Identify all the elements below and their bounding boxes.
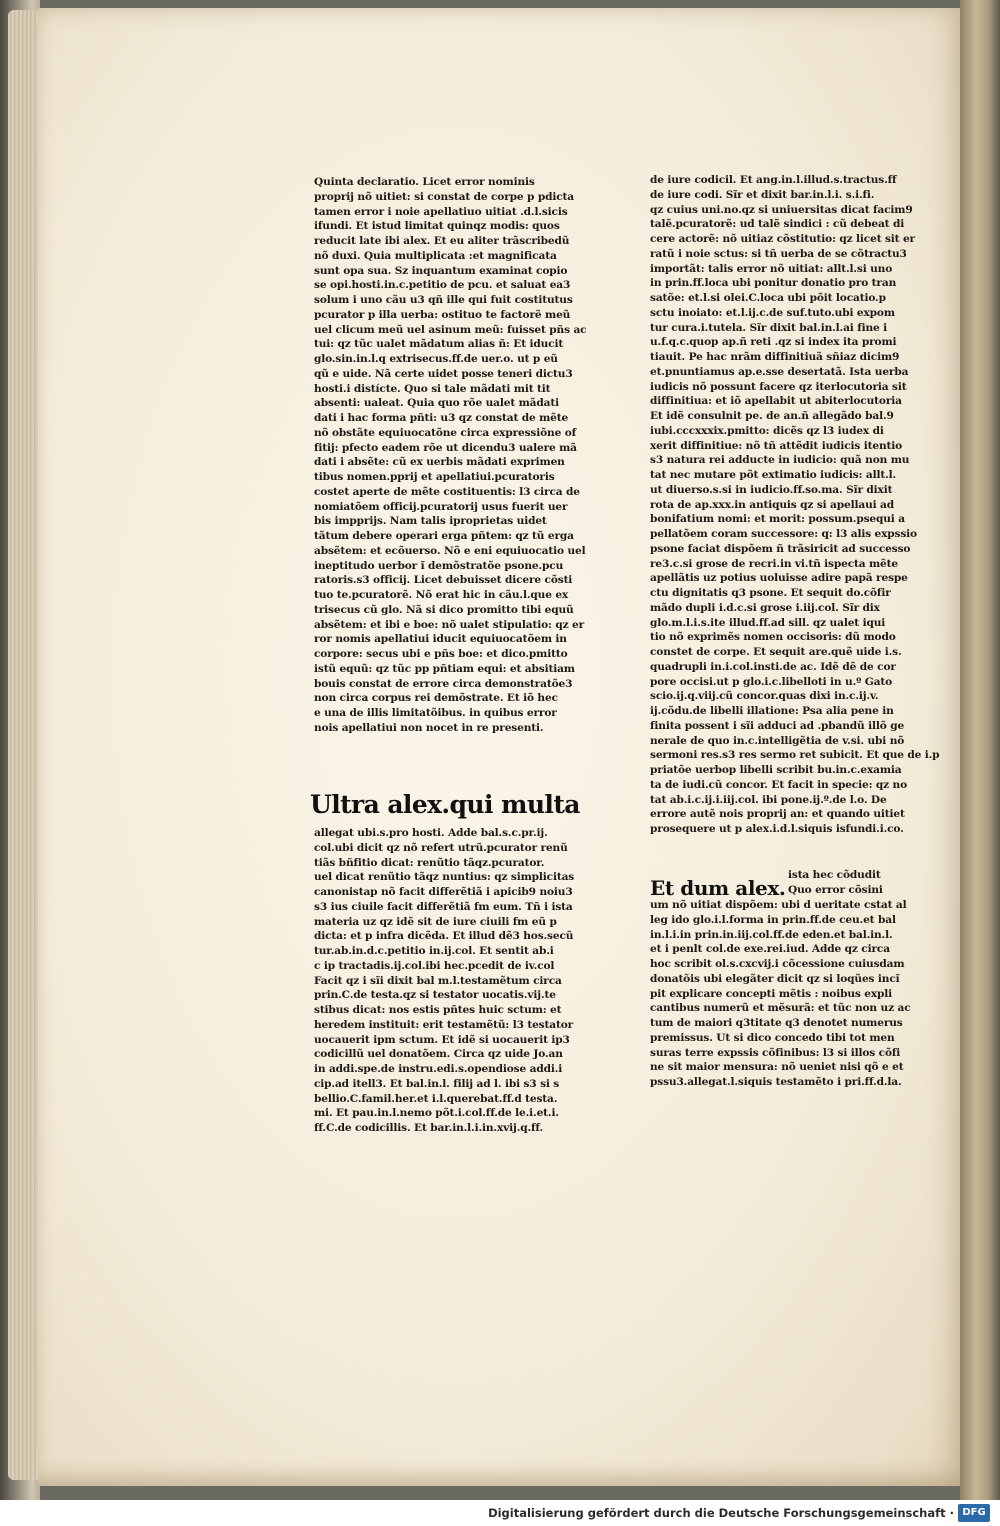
text-line: uel clicum meũ uel asinum meũ: fuisset pñs ac bbox=[314, 323, 587, 336]
text-line: re3.c.si grose de recri.in vi.tñ ispecta mẽte bbox=[650, 557, 898, 570]
text-line: s3 ius ciuile facit differẽtiã fm eum. Tñ i ista bbox=[314, 900, 573, 913]
left-column-heading: Ultra alex.qui multa bbox=[310, 790, 580, 819]
text-line: uel dicat renũtio tãqz nuntius: qz simplicitas bbox=[314, 871, 575, 884]
right-column-text bbox=[650, 173, 940, 837]
dfg-logo: DFG bbox=[958, 1504, 990, 1522]
text-line: mi. Et pau.in.l.nemo põt.i.col.ff.de le.i.et.i. bbox=[314, 1107, 559, 1120]
text-line: tum de maiori q3titate q3 denotet numerus bbox=[650, 1017, 903, 1029]
text-line: proprij nõ uitiet: si constat de corpe p pdicta bbox=[314, 190, 574, 203]
text-line: canonistap nõ facit differẽtiã i apicib9 noiu3 bbox=[314, 886, 573, 898]
text-line: cere actorẽ: nõ uitiaz cõstitutio: qz licet sit er bbox=[650, 233, 915, 245]
text-line: glo.sin.in.l.q extrisecus.ff.de uer.o. ut p eũ bbox=[314, 353, 558, 365]
text-line: pit explicare concepti mẽtis : noibus expli bbox=[650, 987, 893, 1000]
text-line: hoc scribit ol.s.cxcvij.i cõcessione cuiusdam bbox=[650, 958, 905, 970]
text-line: ifundi. Et istud limitat quinqz modis: quos bbox=[314, 220, 560, 233]
text-line: nõ obstãte equiuocatõne circa expressiõne of bbox=[314, 426, 577, 439]
text-line: prosequere ut p alex.i.d.l.siquis isfundi.i.co. bbox=[650, 823, 904, 835]
text-line: se opi.hosti.in.c.petitio de pcu. et saluat ea3 bbox=[314, 279, 571, 292]
text-line: nois apellatiui non nocet in re presenti. bbox=[314, 721, 544, 734]
text-line: pellatõem coram successore: q: l3 alis expssio bbox=[650, 528, 917, 540]
text-line: iudicis nõ possunt facere qz iterlocutoria sit bbox=[650, 380, 907, 393]
text-line: Facit qz i sĩi dixit bal m.l.testamẽtum circa bbox=[314, 974, 562, 987]
right-column-continuation bbox=[650, 898, 911, 1090]
text-line: in addi.spe.de instru.edi.s.opendiose addi.i bbox=[314, 1063, 563, 1075]
text-line: tibus nomen.pprij et apellatiui.pcuratoris bbox=[314, 471, 555, 483]
text-line: scio.ij.q.viij.cũ concor.quas dixi in.c.ij.v. bbox=[650, 690, 879, 703]
text-line: Et idẽ consulnit pe. de an.ñ allegãdo bal.9 bbox=[650, 410, 894, 422]
text-line: pcurator p illa uerba: ostituo te factorẽ meũ bbox=[314, 308, 571, 321]
text-line: nomiatõem officij.pcuratorij usus fuerit uer bbox=[314, 500, 568, 513]
text-line: rota de ap.xxx.in antiquis qz si apellaui ad bbox=[650, 498, 895, 511]
text-line: nerale de quo in.c.intelligẽtia de v.si. ubi nõ bbox=[650, 734, 905, 747]
text-line: trisecus cũ glo. Nã si dico promitto tibi equũ bbox=[314, 603, 574, 616]
text-line: tur cura.i.tutela. Sĩr dixit bal.in.l.ai fine i bbox=[650, 321, 888, 334]
text-line: tio nõ exprimẽs nomen occisoris: dũ modo bbox=[650, 631, 896, 644]
text-line: tuo te.pcuratorẽ. Nõ erat hic in cãu.l.que ex bbox=[314, 589, 569, 601]
text-line: s3 natura rei adducte in iudicio: quã non mu bbox=[650, 454, 910, 467]
text-line: col.ubi dicit qz nõ refert utrũ.pcurator renũ bbox=[314, 841, 568, 854]
text-line: dicta: et p infra dicẽda. Et illud dẽ3 hos.secũ bbox=[314, 930, 574, 943]
text-line: tãtum debere operari erga pñtem: qz tũ erga bbox=[314, 530, 574, 542]
text-line: priatõe uerbop libelli scribit bu.in.c.examia bbox=[650, 764, 902, 776]
text-line: bouis constat de errore circa demonstratõe3 bbox=[314, 677, 573, 690]
right-column-heading: Et dum alex. bbox=[650, 876, 786, 900]
text-line: stibus dicat: nos estis pñtes huic sctum: et bbox=[314, 1004, 562, 1016]
text-line: absẽtem: et ibi e boe: nõ ualet stipulatio: qz er bbox=[314, 618, 585, 631]
text-line: bis impprijs. Nam talis iproprietas uidet bbox=[314, 515, 547, 528]
text-line: ij.cõdu.de libelli illatione: Psa alia pene in bbox=[650, 705, 894, 717]
text-line: importãt: talis error nõ uitiat: allt.l.si uno bbox=[650, 262, 893, 275]
text-line: Quo error cõsini bbox=[788, 883, 883, 896]
text-line: errore autẽ nois proprij an: et quando uitiet bbox=[650, 808, 905, 821]
text-line: de iure codicil. Et ang.in.l.illud.s.tractus.ff bbox=[650, 174, 897, 186]
text-line: tur.ab.in.d.c.petitio in.ij.col. Et sentit ab.i bbox=[314, 945, 554, 957]
text-line: cantibus numerũ et mẽsurã: et tũc non uz ac bbox=[650, 1002, 911, 1015]
text-line: costet aperte de mẽte costituentis: l3 circa de bbox=[314, 485, 580, 498]
text-line: diffinitiua: et iõ apellabit ut abiterlocutoria bbox=[650, 395, 902, 408]
text-line: satõe: et.l.si olei.C.loca ubi põit locatio.p bbox=[650, 292, 886, 304]
text-line: ctu dignitatis q3 psone. Et sequit do.cõfir bbox=[650, 587, 891, 599]
text-line: dati i absẽte: cũ ex uerbis mãdati exprimen bbox=[314, 456, 565, 469]
text-line: psone faciat dispõem ñ trãsiricit ad successo bbox=[650, 542, 911, 555]
text-line: talẽ.pcuratorẽ: ud talẽ sindici : cũ debeat di bbox=[650, 218, 905, 231]
text-line: tui: qz tũc ualet mãdatum alias ñ: Et iducit bbox=[314, 338, 564, 351]
footer-bar bbox=[0, 1500, 1000, 1526]
text-line: ratũ i noie sctus: si tñ uerba de se cõtractu3 bbox=[650, 247, 907, 260]
text-line: ta de iudi.cũ concor. Et facit in specie: qz no bbox=[650, 778, 907, 791]
text-line: et i penlt col.de exe.rei.iud. Adde qz circa bbox=[650, 943, 890, 956]
text-line: de iure codi. Sĩr et dixit bar.in.l.i. s.i.fi. bbox=[650, 188, 875, 201]
text-line: Quinta declaratio. Licet error nominis bbox=[314, 176, 535, 188]
text-line: qũ e uide. Nã certe uidet posse teneri dictu3 bbox=[314, 367, 573, 380]
text-line: et.pnuntiamus ap.e.sse desertatã. Ista uerba bbox=[650, 365, 909, 378]
text-line: premissus. Ut si dico concedo tibi tot men bbox=[650, 1031, 895, 1044]
funding-credit: Digitalisierung gefördert durch die Deutsche Forschungsgemeinschaft · bbox=[488, 1506, 954, 1520]
text-line: in.l.i.in prin.in.iij.col.ff.de eden.et bal.in.l. bbox=[650, 928, 893, 941]
text-line: apellãtis uz potius uoluisse adire papã respe bbox=[650, 572, 908, 585]
left-column-text bbox=[314, 175, 587, 736]
right-heading-tail bbox=[788, 868, 883, 898]
text-line: suras terre expssis cõfinibus: l3 si illos cõfi bbox=[650, 1046, 901, 1059]
text-line: ne sit maior mensura: nõ ueniet nisi qõ e et bbox=[650, 1061, 904, 1074]
text-line: ista hec cõdudit bbox=[788, 869, 881, 881]
text-line: ror nomis apellatiui iducit equiuocatõem in bbox=[314, 633, 567, 646]
text-line: sunt opa sua. Sz inquantum examinat copio bbox=[314, 264, 568, 277]
text-line: c ip tractadis.ij.col.ibi hec.pcedit de iv.col bbox=[314, 959, 555, 972]
text-line: dati i hac forma pñti: u3 qz constat de mẽte bbox=[314, 412, 569, 424]
text-line: materia uz qz idẽ sit de iure ciuili fm eũ p bbox=[314, 915, 557, 928]
text-line: qz cuius uni.no.qz si uniuersitas dicat facim9 bbox=[650, 203, 913, 216]
text-line: ineptitudo uerbor ĩ demõstratõe psone.pcu bbox=[314, 559, 564, 572]
text-line: corpore: secus ubi e pñs boe: et dico.pmitto bbox=[314, 648, 568, 660]
text-line: tamen error i noie apellatiuo uitiat .d.l.sicis bbox=[314, 205, 568, 218]
text-line: non circa corpus rei demõstrate. Et iõ hec bbox=[314, 692, 558, 705]
left-column-continuation bbox=[314, 826, 574, 1136]
text-line: bellio.C.famil.her.et i.l.querebat.ff.d testa. bbox=[314, 1092, 558, 1105]
text-line: hosti.i distícte. Quo si tale mãdati mit tit bbox=[314, 382, 551, 395]
text-line: nõ duxi. Quia multiplicata :et magnificata bbox=[314, 249, 557, 262]
text-line: absenti: ualeat. Quia quo rõe ualet mãdati bbox=[314, 397, 559, 410]
text-line: pssu3.allegat.l.siquis testamẽto i pri.ff.d.la. bbox=[650, 1076, 902, 1088]
text-line: absẽtem: et ecõuerso. Nõ e eni equiuocatio uel bbox=[314, 544, 586, 557]
text-line: constet de corpe. Et sequit are.quẽ uide i.s. bbox=[650, 646, 902, 658]
text-line: finita possent i sĩi adduci ad .pbandũ illõ ge bbox=[650, 719, 905, 732]
text-line: tiauit. Pe hac nrãm diffinitiuã sñiaz dicim9 bbox=[650, 351, 900, 363]
text-line: istũ equũ: qz tũc pp pñtiam equi: et absitiam bbox=[314, 662, 575, 675]
text-line: ratoris.s3 officij. Licet debuisset dicere cõsti bbox=[314, 574, 573, 587]
text-line: bonifatium nomi: et morit: possum.psequi a bbox=[650, 513, 905, 526]
text-line: sctu inoiato: et.l.ij.c.de suf.tuto.ubi expom bbox=[650, 306, 895, 319]
text-line: tat ab.i.c.ij.i.iij.col. ibi pone.ij.º.de l.o. De bbox=[650, 793, 887, 806]
text-line: cip.ad itell3. Et bal.in.l. filij ad l. ibi s3 si s bbox=[314, 1077, 560, 1090]
text-line: sermoni res.s3 res sermo ret subicit. Et que de i.p bbox=[650, 749, 940, 762]
text-line: allegat ubi.s.pro hosti. Adde bal.s.c.pr.ij. bbox=[314, 827, 548, 839]
text-line: fitij: pfecto eadem rõe ut dicendu3 ualere mã bbox=[314, 441, 577, 454]
text-line: tiãs bñfitio dicat: renũtio tãqz.pcurator. bbox=[314, 856, 545, 869]
text-line: solum i uno cãu u3 qñ ille qui fuit costitutus bbox=[314, 294, 573, 306]
text-line: quadrupli in.i.col.insti.de ac. Idẽ dẽ de cor bbox=[650, 660, 896, 673]
text-line: codicillũ uel donatõem. Circa qz uide Jo.an bbox=[314, 1048, 563, 1061]
text-line: ut diuerso.s.si in iudicio.ff.so.ma. Sĩr dixit bbox=[650, 483, 893, 496]
text-line: prin.C.de testa.qz si testator uocatis.vij.te bbox=[314, 989, 556, 1002]
text-line: uocauerit ipm sctum. Et idẽ si uocauerit ip3 bbox=[314, 1033, 570, 1046]
text-line: in prin.ff.loca ubi ponitur donatio pro tran bbox=[650, 277, 897, 290]
text-line: reducit late ibi alex. Et eu aliter trãscribedũ bbox=[314, 235, 570, 247]
text-line: iubi.cccxxxix.pmitto: dicẽs qz l3 iudex di bbox=[650, 424, 884, 437]
text-line: pore occisi.ut p glo.i.c.libelloti in u.º Gato bbox=[650, 675, 893, 688]
text-line: mãdo dupli i.d.c.si grose i.iij.col. Sĩr dix bbox=[650, 601, 880, 614]
text-line: xerit diffinitiue: nõ tñ attẽdit iudicis itentio bbox=[650, 439, 903, 452]
text-line: glo.m.l.i.s.ite illud.ff.ad sill. qz ualet iqui bbox=[650, 616, 886, 629]
text-line: heredem instituit: erit testamẽtũ: l3 testator bbox=[314, 1018, 574, 1031]
text-line: tat nec mutare põt extimatio iudicis: allt.l. bbox=[650, 469, 897, 481]
book-gutter bbox=[960, 0, 1000, 1500]
text-line: u.f.q.c.quop ap.ñ reti .qz si index ita promi bbox=[650, 336, 897, 349]
text-line: donatõis ubi elegãter dicit qz si loqũes incĩ bbox=[650, 972, 900, 985]
text-line: leg ido glo.i.l.forma in prin.ff.de ceu.et bal bbox=[650, 913, 896, 926]
text-line: um nõ uitiat dispõem: ubi d ueritate cstat al bbox=[650, 899, 907, 911]
text-line: ff.C.de codicillis. Et bar.in.l.i.in.xvij.q.ff. bbox=[314, 1122, 543, 1134]
text-line: e una de illis limitatõibus. in quibus error bbox=[314, 707, 557, 719]
